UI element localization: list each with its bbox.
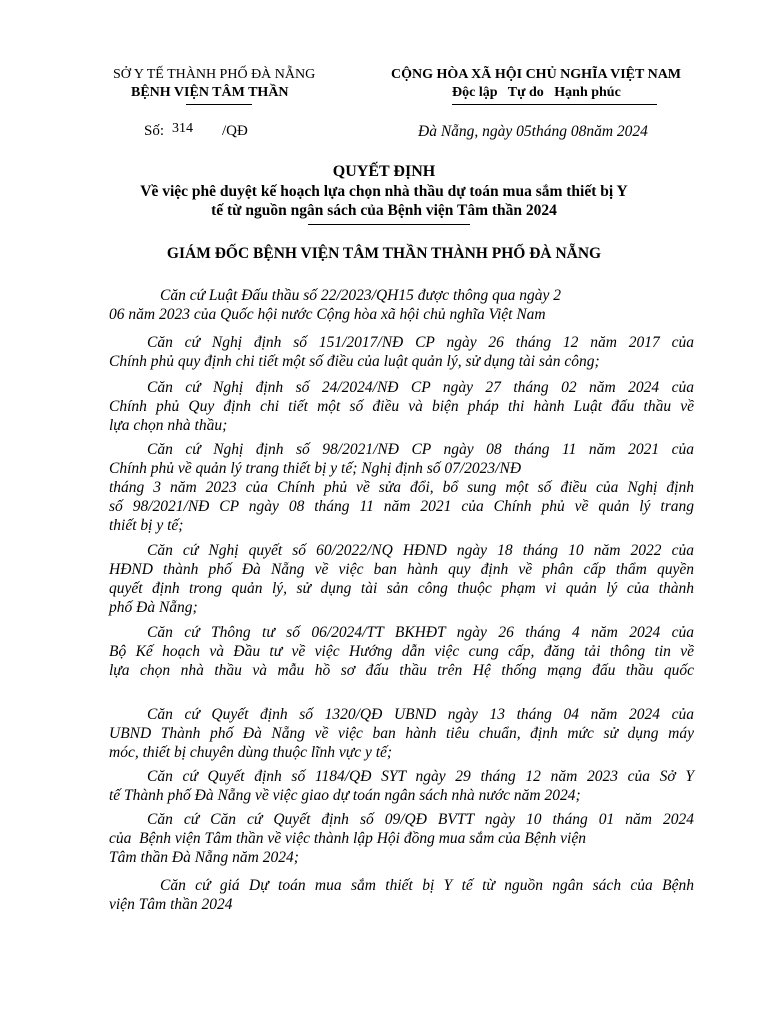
body-line: của Bệnh viện Tâm thần về việc thành lập Hội đồng mua sắm của Bệnh viện — [109, 830, 586, 847]
body-line: tháng 3 năm 2023 của Chính phủ về sửa đổi, bổ sung một số điều của Nghị định — [109, 479, 694, 496]
issuing-authority: GIÁM ĐỐC BỆNH VIỆN TÂM THẦN THÀNH PHỐ ĐÀ NẴNG — [166, 245, 602, 262]
body-line: phố Đà Nẵng; — [109, 599, 198, 616]
issuer-hospital: BỆNH VIỆN TÂM THẦN — [131, 85, 289, 100]
body-line: Căn cứ Nghị quyết số 60/2022/NQ HĐND ngày 18 tháng 10 năm 2022 của — [147, 542, 694, 559]
body-line: UBND Thành phố Đà Nẵng về việc ban hành tiêu chuẩn, định mức sử dụng máy — [109, 725, 694, 742]
body-line: Căn cứ Thông tư số 06/2024/TT BKHĐT ngày 26 tháng 4 năm 2024 của — [147, 624, 694, 641]
issuer-department: SỞ Y TẾ THÀNH PHỐ ĐÀ NẴNG — [113, 67, 316, 82]
national-motto: Độc lập Tự do Hạnh phúc — [452, 85, 621, 100]
decision-number-suffix: /QĐ — [222, 123, 248, 139]
body-line: Căn cứ Luật Đấu thầu số 22/2023/QH15 được thông qua ngày 2 — [160, 287, 562, 304]
issue-date: Đà Nẵng, ngày 05tháng 08năm 2024 — [418, 123, 648, 140]
body-line: tế Thành phố Đà Nẵng về việc giao dự toán ngân sách nhà nước năm 2024; — [109, 787, 581, 804]
body-line: Chính phủ quy định chi tiết một số điều của luật quản lý, sử dụng tài sản công; — [109, 353, 600, 370]
body-line: lựa chọn nhà thầu; — [109, 417, 228, 434]
body-line: Tâm thần Đà Nẵng năm 2024; — [109, 849, 299, 866]
issuer-underline — [186, 104, 252, 105]
title-underline — [308, 224, 470, 225]
body-line: Bộ Kế hoạch và Đầu tư về việc Hướng dẫn việc cung cấp, đăng tải thông tin về — [109, 643, 694, 660]
body-line: thiết bị y tế; — [109, 517, 184, 534]
body-line: Căn cứ giá Dự toán mua sắm thiết bị Y tế từ nguồn ngân sách của Bệnh — [160, 877, 694, 894]
national-title: CỘNG HÒA XÃ HỘI CHỦ NGHĨA VIỆT NAM — [391, 67, 682, 82]
body-line: móc, thiết bị chuyên dùng thuộc lĩnh vực y tế; — [109, 744, 393, 761]
body-line: HĐND thành phố Đà Nẵng về việc ban hành quy định về phân cấp thẩm quyền — [109, 561, 694, 578]
document-subject-line2: tế từ nguồn ngân sách của Bệnh viện Tâm thần 2024 — [211, 202, 557, 219]
motto-underline — [452, 104, 657, 105]
body-line: viện Tâm thần 2024 — [109, 896, 233, 913]
body-line: lựa chọn nhà thầu và mẫu hồ sơ đấu thầu trên Hệ thống mạng đấu thầu quốc — [109, 662, 694, 679]
decision-number: 314 — [172, 121, 193, 136]
body-line: Căn cứ Nghị định số 24/2024/NĐ CP ngày 27 tháng 02 năm 2024 của — [147, 379, 694, 396]
decision-number-label: Số: — [144, 123, 165, 139]
body-line: Căn cứ Quyết định số 1320/QĐ UBND ngày 13 tháng 04 năm 2024 của — [147, 706, 694, 723]
body-line: Chính phủ về quản lý trang thiết bị y tế; Nghị định số 07/2023/NĐ — [109, 460, 522, 477]
body-line: quyết định trong quản lý, sử dụng tài sản công thuộc phạm vi quản lý của thành — [109, 580, 694, 597]
body-line: Căn cứ Nghị định số 151/2017/NĐ CP ngày 26 tháng 12 năm 2017 của — [147, 334, 694, 351]
body-line: Chính phủ Quy định chi tiết một số điều và biện pháp thi hành Luật đấu thầu về — [109, 398, 694, 415]
body-line: 06 năm 2023 của Quốc hội nước Cộng hòa xã hội chủ nghĩa Việt Nam — [109, 306, 546, 323]
body-line: Căn cứ Nghị định số 98/2021/NĐ CP ngày 08 tháng 11 năm 2021 của — [147, 441, 694, 458]
body-line: Căn cứ Căn cứ Quyết định số 09/QĐ BVTT ngày 10 tháng 01 năm 2024 — [147, 811, 694, 828]
document-subject-line1: Về việc phê duyệt kế hoạch lựa chọn nhà thầu dự toán mua sắm thiết bị Y — [140, 183, 628, 200]
document-title: QUYẾT ĐỊNH — [332, 163, 436, 180]
body-line: Căn cứ Quyết định số 1184/QĐ SYT ngày 29 tháng 12 năm 2023 của Sở Y — [147, 768, 694, 785]
body-line: số 98/2021/NĐ CP ngày 08 tháng 11 năm 2021 của Chính phủ về quản lý trang — [109, 498, 694, 515]
